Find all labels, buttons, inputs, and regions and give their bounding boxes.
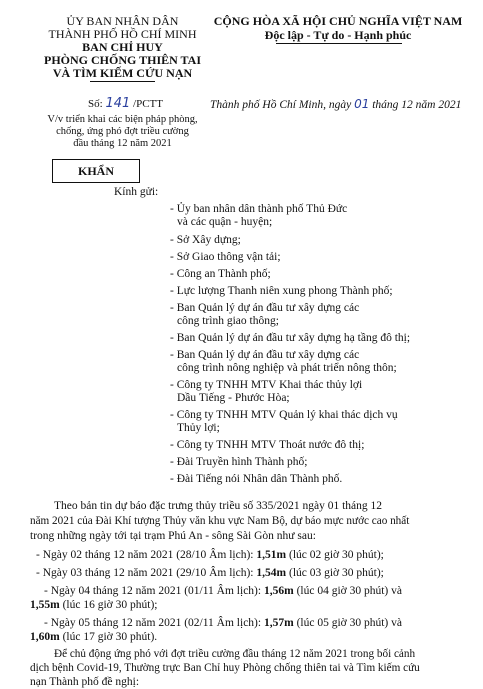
org-line-4: PHÒNG CHỐNG THIÊN TAI: [43, 53, 202, 67]
forecast-level: 1,51m: [256, 549, 287, 561]
recipient-line: - Sở Giao thông vận tải;: [170, 251, 281, 263]
motto-underline: [276, 43, 402, 44]
closing-line-3: nạn Thành phố đề nghị:: [30, 676, 140, 688]
forecast-time: (lúc 05 giờ 30 phút) và: [293, 617, 402, 629]
forecast-item: [36, 549, 384, 562]
forecast-date: - Ngày 05 tháng 12 năm 2021 (02/11 Âm lịch):: [44, 617, 264, 629]
closing-line-1: Để chủ động ứng phó với đợt triều cường đầu tháng 12 năm 2021 trong bối cảnh: [54, 648, 416, 660]
forecast-time: (lúc 02 giờ 30 phút);: [286, 549, 384, 561]
recipient-line: - Công ty TNHH MTV Thoát nước đô thị;: [170, 439, 365, 451]
date-suffix: tháng 12 năm 2021: [372, 99, 462, 111]
org-line-3: BAN CHỈ HUY: [82, 40, 163, 54]
recipient-line: công trình nông nghiệp và phát triển nông thôn;: [177, 362, 397, 374]
closing-line-2: dịch bệnh Covid-19, Thường trực Ban Chỉ huy Phòng chống thiên tai và Tìm kiếm cứu: [30, 662, 420, 674]
org-line-2: THÀNH PHỐ HỒ CHÍ MINH: [48, 27, 197, 41]
forecast-level: 1,60m: [30, 631, 60, 643]
intro-line-2: năm 2021 của Đài Khí tượng Thủy văn khu vực Nam Bộ, dự báo mực nước cao nhất: [30, 515, 410, 527]
doc-no-suffix: /PCTT: [133, 98, 163, 110]
forecast-item: [36, 567, 384, 580]
intro-line-1: Theo bản tin dự báo đặc trưng thủy triều số 335/2021 ngày 01 tháng 12: [54, 500, 383, 512]
recipient-line: - Ủy ban nhân dân thành phố Thủ Đức: [170, 203, 348, 215]
recipient-line: - Ban Quản lý dự án đầu tư xây dựng các: [170, 302, 360, 314]
urgency-label: KHẨN: [78, 164, 114, 178]
recipient-line: - Đài Tiếng nói Nhân dân Thành phố.: [170, 473, 343, 485]
date-prefix: Thành phố Hồ Chí Minh, ngày: [210, 99, 352, 111]
forecast-time: (lúc 04 giờ 30 phút) và: [293, 585, 402, 597]
recipient-line: Thủy lợi;: [177, 422, 220, 434]
forecast-date: - Ngày 02 tháng 12 năm 2021 (28/10 Âm lịch):: [36, 549, 257, 561]
subject-line-3: đầu tháng 12 năm 2021: [73, 138, 172, 149]
subject-line-2: chống, ứng phó đợt triều cường: [56, 126, 189, 137]
recipient-line: và các quận - huyện;: [177, 216, 273, 228]
urgency-stamp: [52, 159, 140, 183]
recipient-line: - Ban Quản lý dự án đầu tư xây dựng các: [170, 349, 360, 361]
forecast-time: (lúc 03 giờ 30 phút);: [286, 567, 384, 579]
recipient-line: - Sở Xây dựng;: [170, 234, 241, 246]
greeting: Kính gửi:: [114, 186, 159, 198]
forecast-level: 1,54m: [256, 567, 287, 579]
forecast-date: - Ngày 04 tháng 12 năm 2021 (01/11 Âm lịch):: [44, 585, 264, 597]
forecast-item: [44, 585, 402, 598]
doc-no-handwritten: 141: [105, 96, 131, 111]
recipient-line: công trình giao thông;: [177, 315, 279, 327]
org-line-1: ỦY BAN NHÂN DÂN: [66, 14, 179, 28]
forecast-time: (lúc 17 giờ 30 phút).: [59, 631, 158, 643]
forecast-item: [44, 617, 402, 630]
forecast-level: 1,57m: [263, 617, 294, 629]
doc-no-prefix: Số:: [88, 98, 103, 110]
forecast-level: 1,55m: [30, 599, 60, 611]
recipient-line: - Công an Thành phố;: [170, 268, 271, 280]
org-underline: [90, 81, 155, 82]
forecast-item-cont: [30, 599, 157, 612]
forecast-date: - Ngày 03 tháng 12 năm 2021 (29/10 Âm lịch):: [36, 567, 257, 579]
date-handwritten: 01: [354, 97, 370, 111]
forecast-time: (lúc 16 giờ 30 phút);: [59, 599, 158, 611]
recipient-line: - Công ty TNHH MTV Khai thác thủy lợi: [170, 379, 363, 391]
forecast-level: 1,56m: [263, 585, 294, 597]
recipient-line: - Ban Quản lý dự án đầu tư xây dựng hạ tầng đô thị;: [170, 332, 411, 344]
recipient-line: - Lực lượng Thanh niên xung phong Thành phố;: [170, 285, 393, 297]
recipient-line: - Công ty TNHH MTV Quản lý khai thác dịch vụ: [170, 409, 398, 421]
recipient-line: Dầu Tiếng - Phước Hòa;: [177, 392, 290, 404]
recipient-line: - Đài Truyền hình Thành phố;: [170, 456, 308, 468]
org-line-5: VÀ TÌM KIẾM CỨU NẠN: [52, 66, 193, 80]
document-number: [88, 97, 163, 111]
national-title: CỘNG HÒA XÃ HỘI CHỦ NGHĨA VIỆT NAM: [213, 14, 463, 28]
intro-line-3: trong những ngày tới tại trạm Phú An - sông Sài Gòn như sau:: [30, 530, 316, 542]
subject-line-1: V/v triển khai các biện pháp phòng,: [47, 114, 198, 125]
forecast-item-cont: [30, 631, 157, 644]
national-motto-text: Độc lập - Tự do - Hạnh phúc: [264, 28, 412, 42]
issue-date: [210, 97, 461, 112]
